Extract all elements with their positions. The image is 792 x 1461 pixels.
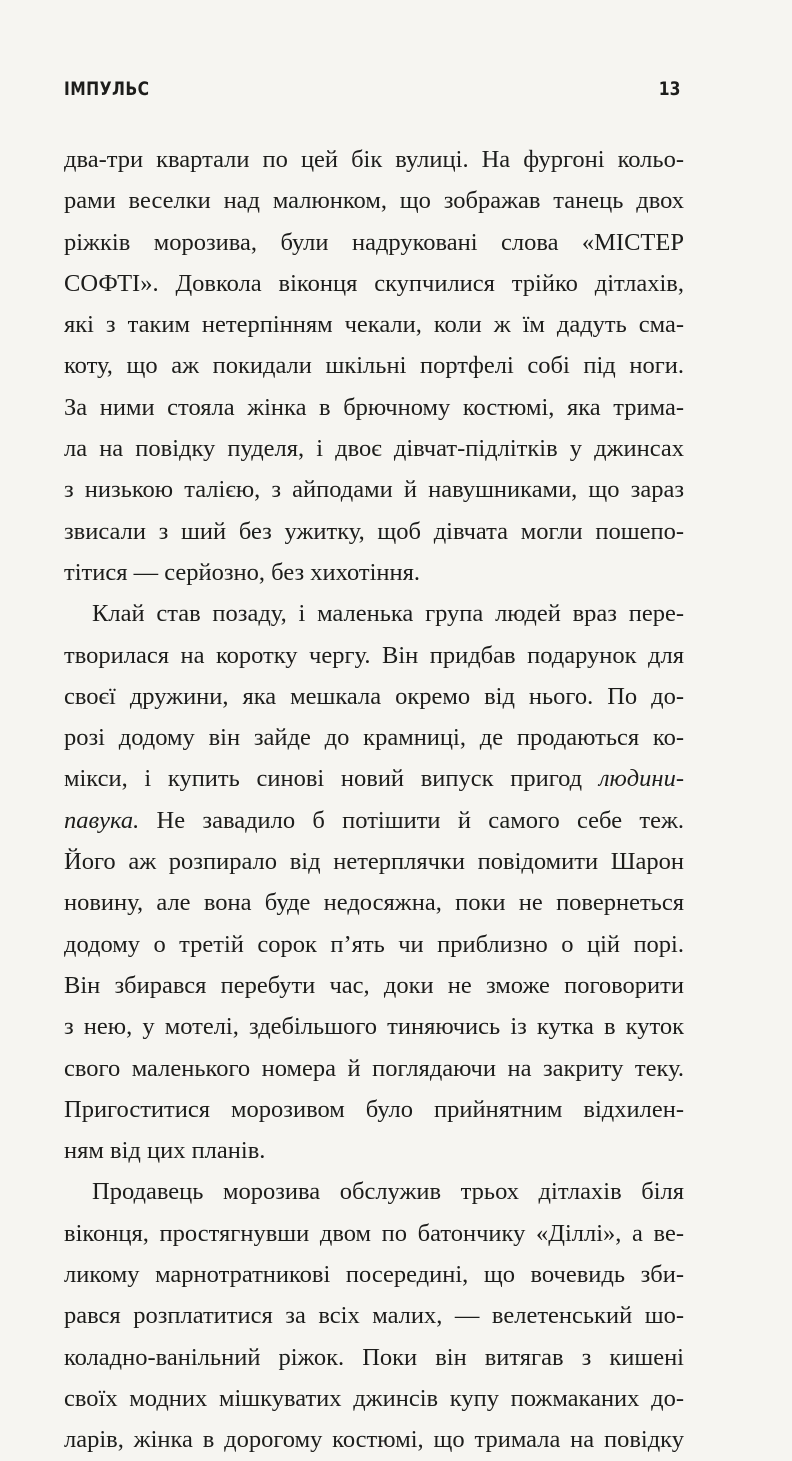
text-line: рами веселки над малюнком, що зображав танець двох (64, 187, 684, 215)
text-line: За ними стояла жінка в брючному костюмі, яка трима- (64, 393, 684, 421)
text-line: свого маленького номера й поглядаючи на закриту теку. (64, 1054, 684, 1082)
text-line: Пригоститися морозивом було прийнятним відхилен- (64, 1095, 684, 1123)
text-line: ріжків морозива, були надруковані слова «МІСТЕР (64, 228, 684, 256)
text-line: додому о третій сорок п’ять чи приблизно о цій порі. (64, 930, 684, 958)
body-text (64, 139, 684, 1461)
text-line: Продавець морозива обслужив трьох дітлахів біля (92, 1178, 684, 1206)
text-line: коладно-ванільний ріжок. Поки він витягав з кишені (64, 1343, 684, 1371)
text-line: віконця, простягнувши двом по батончику «Діллі», а ве- (64, 1219, 684, 1247)
text-run: Не завадило б потішити й самого себе теж. (139, 806, 684, 834)
italic-run: павука. (64, 806, 140, 834)
text-line: СОФТІ». Довкола віконця скупчилися трійко дітлахів, (64, 269, 684, 297)
italic-run: людини- (598, 765, 684, 793)
text-line: тітися — серйозно, без хихотіння. (64, 558, 421, 586)
text-line: ликому марнотратникові посередині, що вочевидь зби- (64, 1261, 684, 1289)
text-line (64, 758, 684, 799)
page-number: 13 (658, 78, 680, 100)
text-line: новину, але вона буде недосяжна, поки не повернеться (64, 889, 684, 917)
text-line: рався розплатитися за всіх малих, — велетенський шо- (64, 1302, 684, 1330)
text-line: ларів, жінка в дорогому костюмі, що тримала на повідку (64, 1426, 684, 1454)
text-line: розі додому він зайде до крамниці, де продаються ко- (64, 724, 684, 752)
text-line (64, 800, 684, 841)
text-line: два-три квартали по цей бік вулиці. На фургоні кольо- (64, 146, 684, 173)
text-line: Клай став позаду, і маленька група людей враз пере- (92, 600, 684, 628)
text-line: які з таким нетерпінням чекали, коли ж їм дадуть сма- (64, 311, 684, 339)
text-line: звисали з ший без ужитку, щоб дівчата могли пошепо- (64, 517, 684, 545)
text-run: мікси, і купить синові новий випуск пригод (64, 765, 599, 793)
text-line: Він збирався перебути час, доки не зможе поговорити (64, 971, 684, 999)
text-line: з низькою талією, з айподами й навушниками, що зараз (64, 476, 684, 504)
text-line: ням від цих планів. (64, 1137, 266, 1165)
text-line: коту, що аж покидали шкільні портфелі собі під ноги. (64, 352, 684, 380)
text-line: з нею, у мотелі, здебільшого тиняючись із кутка в куток (64, 1013, 684, 1041)
text-line: Його аж розпирало від нетерплячки повідомити Шарон (64, 848, 684, 876)
running-title: ІМПУЛЬС (64, 78, 150, 100)
text-line: своєї дружини, яка мешкала окремо від нього. По до- (64, 682, 684, 710)
text-line: ла на повідку пуделя, і двоє дівчат-підлітків у джинсах (64, 435, 684, 463)
text-line: творилася на коротку чергу. Він придбав подарунок для (64, 641, 684, 669)
text-line: своїх модних мішкуватих джинсів купу пожмаканих до- (64, 1384, 684, 1412)
